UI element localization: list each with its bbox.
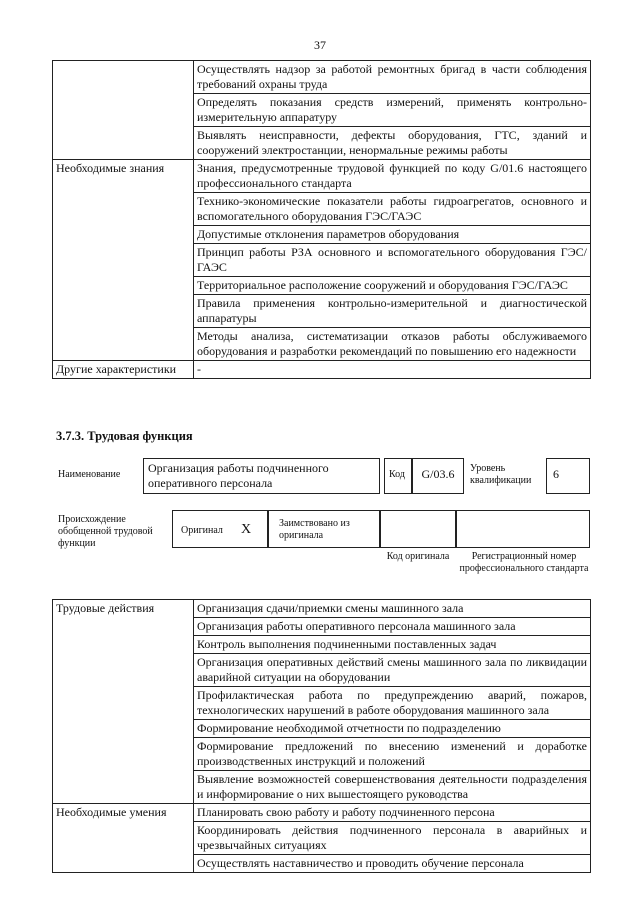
section-title: 3.7.3. Трудовая функция	[56, 429, 193, 443]
action-cell: Формирование предложений по внесению изменений и доработке производственных инструкций и положений	[194, 738, 591, 771]
action-cell: Контроль выполнения подчиненными поставленных задач	[194, 636, 591, 654]
table-row	[53, 361, 591, 379]
knowledge-cell: Допустимые отклонения параметров оборудования	[194, 226, 591, 244]
action-cell: Формирование необходимой отчетности по подразделению	[194, 720, 591, 738]
borrowed-label: Заимствовано из оригинала	[279, 518, 350, 541]
origin-label: Происхождение обобщенной трудовой функции	[58, 514, 153, 549]
table-row	[53, 804, 591, 822]
caption-code: Код оригинала	[386, 551, 450, 562]
name-value: Организация работы подчиненного оперативного персонала	[143, 458, 380, 494]
skill-cell: Осуществлять надзор за работой ремонтных бригад в части соблюдения требований охраны труда	[194, 61, 591, 94]
original-cell	[172, 510, 268, 548]
knowledge-label: Необходимые знания	[53, 160, 194, 361]
knowledge-cell: Территориальное расположение сооружений и оборудования ГЭС/ГАЭС	[194, 277, 591, 295]
code-original-cell	[380, 510, 456, 548]
action-cell: Выявление возможностей совершенствования деятельности подразделения и информирование о них вышестоящего руководства	[194, 771, 591, 804]
skill-cell: Определять показания средств измерений, применять контрольно-измерительную аппаратуру	[194, 94, 591, 127]
other-label: Другие характеристики	[53, 361, 194, 379]
actions-table	[52, 599, 591, 873]
action-cell: Организация оперативных действий смены машинного зала по ликвидации аварийной ситуации на оборудовании	[194, 654, 591, 687]
skill-cell: Координировать действия подчиненного персонала в аварийных и чрезвычайных ситуациях	[194, 822, 591, 855]
original-label: Оригинал	[181, 525, 223, 536]
table-row	[53, 160, 591, 193]
original-mark: X	[241, 522, 252, 537]
skill-cell: Планировать свою работу и работу подчиненного персона	[194, 804, 591, 822]
knowledge-table	[52, 60, 591, 379]
code-label: Код	[384, 458, 412, 494]
action-cell: Профилактическая работа по предупреждению аварий, пожаров, технологических нарушений в работе оборудования машинного зала	[194, 687, 591, 720]
action-cell: Организация работы оперативного персонала машинного зала	[194, 618, 591, 636]
page-number: 37	[314, 38, 326, 52]
action-cell: Организация сдачи/приемки смены машинного зала	[194, 600, 591, 618]
skill-cell: Осуществлять наставничество и проводить обучение персонала	[194, 855, 591, 873]
knowledge-cell: Технико-экономические показатели работы гидроагрегатов, основного и вспомогательного оборудования ГЭС/ГАЭС	[194, 193, 591, 226]
knowledge-cell: Методы анализа, систематизации отказов работы обслуживаемого оборудования и разработки рекомендаций по повышению его надежности	[194, 328, 591, 361]
knowledge-cell: Принцип работы РЗА основного и вспомогательного оборудования ГЭС/ГАЭС	[194, 244, 591, 277]
name-label: Наименование	[58, 469, 121, 480]
knowledge-cell: Знания, предусмотренные трудовой функцией по коду G/01.6 настоящего профессионального стандарта	[194, 160, 591, 193]
skill-cell: Выявлять неисправности, дефекты оборудования, ГТС, зданий и сооружений электростанции, ненормальные режимы работы	[194, 127, 591, 160]
reg-number-cell	[456, 510, 590, 548]
level-value: 6	[546, 458, 590, 494]
empty-label-cell	[53, 61, 194, 160]
skills-label: Необходимые умения	[53, 804, 194, 873]
table-row	[53, 600, 591, 618]
other-value: -	[194, 361, 591, 379]
actions-label: Трудовые действия	[53, 600, 194, 804]
borrowed-cell	[268, 510, 380, 548]
code-value: G/03.6	[412, 458, 464, 494]
caption-reg: Регистрационный номер профессионального стандарта	[459, 551, 589, 574]
table-row	[53, 61, 591, 94]
knowledge-cell: Правила применения контрольно-измерительной и диагностической аппаратуры	[194, 295, 591, 328]
level-label: Уровень квалификации	[470, 463, 532, 486]
